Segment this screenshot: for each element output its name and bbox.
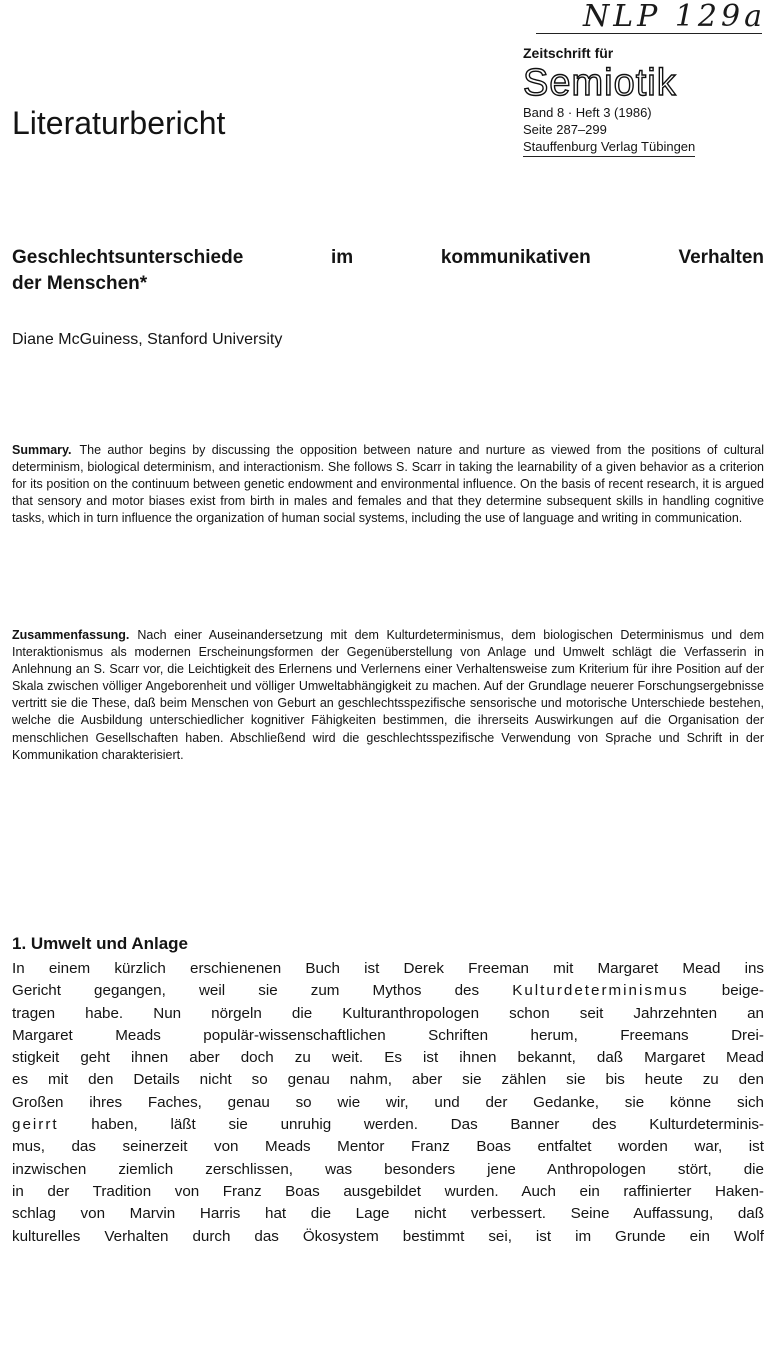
summary-label: Summary. — [12, 443, 72, 457]
zusammenfassung-abstract — [12, 627, 764, 764]
body-line: In einem kürzlich erschienenen Buch ist Derek Freeman mit Margaret Mead ins — [12, 960, 764, 977]
body-line: inzwischen ziemlich zerschlissen, was besonders jene Anthropologen stört, die — [12, 1160, 764, 1178]
volume-issue: Band 8 · Heft 3 (1986) — [523, 105, 652, 120]
zusammenfassung-label: Zusammenfassung. — [12, 628, 130, 642]
body-line: Großen ihres Faches, genau so wie wir, und der Gedanke, sie könne sich — [12, 1093, 764, 1111]
handwritten-library-note: NLP 129a — [582, 0, 766, 34]
page-range: Seite 287–299 — [523, 122, 607, 137]
body-line: Margaret Meads populär-wissenschaftlichen Schriften herum, Freemans Drei- — [12, 1026, 764, 1044]
body-line: mus, das seinerzeit von Meads Mentor Franz Boas entfaltet worden war, ist — [12, 1138, 764, 1156]
author-affiliation: Diane McGuiness, Stanford University — [12, 331, 283, 348]
body-line: geirrt haben, läßt sie unruhig werden. Das Banner des Kulturdeterminis- — [12, 1116, 764, 1134]
section-heading: Literaturbericht — [12, 105, 226, 141]
summary-abstract — [12, 442, 764, 527]
journal-name: Semiotik — [523, 62, 677, 104]
zusammenfassung-text: Nach einer Auseinandersetzung mit dem Kulturdeterminismus, dem biologischen Determinismus und dem Interaktionismus als modernen Erscheinungsformen der Gegenüberstellung von Anlage und Umwelt schlägt die Verfasserin in Anlehnung an S. Scarr vor, die Leichtigkeit des Erlernens und Verlernens einer Verhaltensweise zum Kriterium für ihre Position auf der Skala zwischen völliger Angeborenheit und völliger Umweltabhängigkeit zu machen. Auf der Grundlage neuerer Forschungsergebnisse vertritt sie die These, daß beim Menschen von Geburt an geschlechtsspezifische sensorische und motorische Unterschiede bestehen, welche die Ausbildung unterschiedlicher kognitiver Fähigkeiten bestimmen, die ihrerseits Auswirkungen auf die Organisation der menschlichen Gesellschaften haben. Abschließend wird die geschlechtsspezifische Verwendung von Sprache und Schrift in der Kommunikation charakterisiert. — [12, 628, 764, 762]
summary-text: The author begins by discussing the opposition between nature and nurture as viewed from the positions of cultural determinism, biological determinism, and interactionism. She follows S. Scarr in taking the learnability of a given behavior as a criterion for its position on the continuum between genetic endowment and environmental influence. On the basis of recent research, it is argued that sensory and motor biases exist from birth in males and females and that they determine subsequent skills in handling cognitive tasks, which in turn influence the organization of human social systems, including the use of language and writing in communication. — [12, 443, 764, 526]
body-line: tragen habe. Nun nörgeln die Kulturanthropologen schon seit Jahrzehnten an — [12, 1004, 764, 1022]
article-title-line-1: Geschlechtsunterschiede im kommunikativen Verhalten — [12, 247, 764, 268]
article-title-line-2: der Menschen* — [12, 273, 148, 294]
body-line: kulturelles Verhalten durch das Ökosystem bestimmt sei, ist im Grunde ein Wolf — [12, 1227, 764, 1245]
publisher: Stauffenburg Verlag Tübingen — [523, 138, 695, 157]
body-line: stigkeit geht ihnen aber doch zu weit. Es ist ihnen bekannt, daß Margaret Mead — [12, 1049, 764, 1067]
body-line: Gericht gegangen, weil sie zum Mythos des Kulturdeterminismus beige- — [12, 982, 764, 1000]
journal-prefix: Zeitschrift für — [523, 45, 614, 61]
body-text — [12, 958, 764, 1248]
handwritten-underline — [536, 33, 762, 34]
journal-citation-block — [523, 44, 767, 157]
chapter-heading: 1. Umwelt und Anlage — [12, 934, 189, 953]
body-line: schlag von Marvin Harris hat die Lage nicht verbessert. Seine Auffassung, daß — [12, 1205, 764, 1223]
body-line: es mit den Details nicht so genau nahm, aber sie zählen sie bis heute zu den — [12, 1071, 764, 1089]
body-line: in der Tradition von Franz Boas ausgebildet wurden. Auch ein raffinierter Haken- — [12, 1182, 764, 1200]
